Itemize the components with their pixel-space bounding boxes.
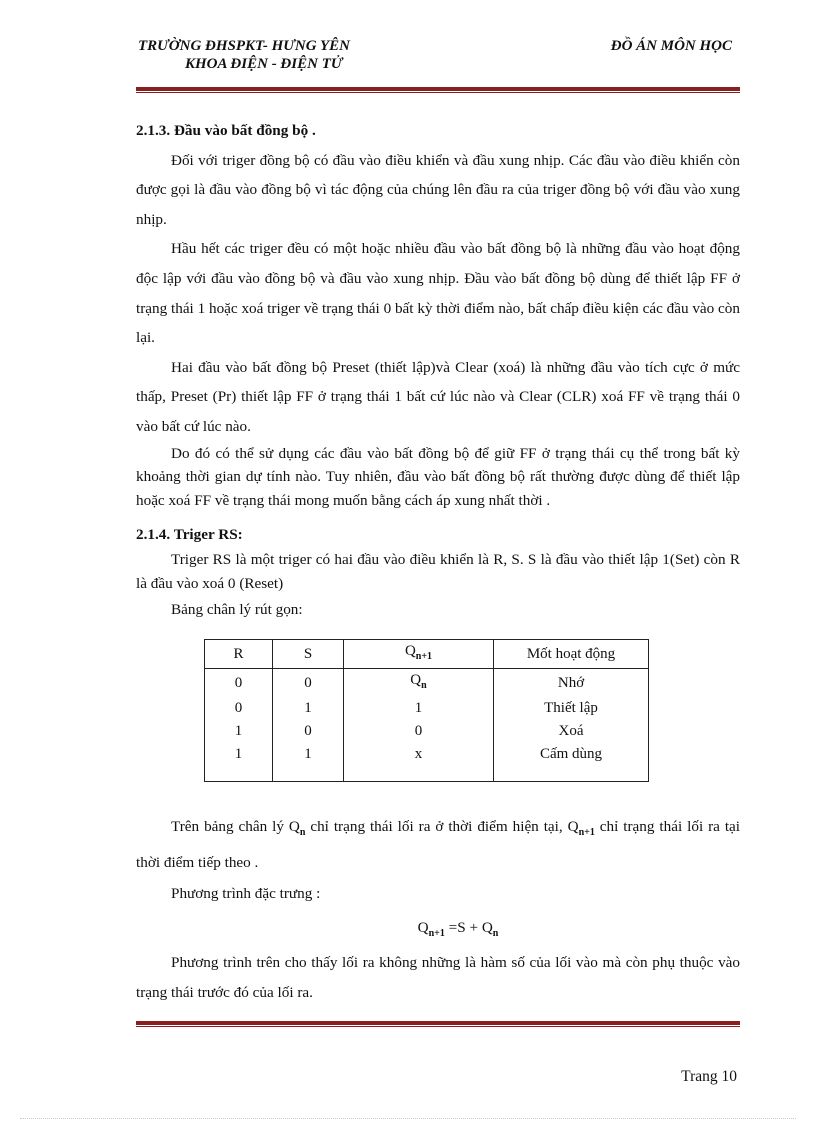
section-2-1-3-heading: 2.1.3. Đầu vào bất đồng bộ .	[136, 122, 316, 139]
faculty-name: KHOA ĐIỆN - ĐIỆN TỬ	[185, 56, 343, 72]
table-row	[205, 697, 649, 720]
equation-label: Phương trình đặc trưng :	[171, 885, 321, 903]
cell-r: 1	[205, 720, 273, 743]
header-mode: Mốt hoạt động	[494, 640, 649, 669]
cell-s: 0	[273, 720, 344, 743]
page-header	[138, 38, 738, 78]
header-rule	[136, 87, 740, 93]
cell-r: 1	[205, 743, 273, 782]
table-header-row	[205, 640, 649, 669]
page-edge-divider	[20, 1118, 796, 1119]
cell-q: $Q_n$	[344, 669, 494, 698]
cell-s: 1	[273, 743, 344, 782]
section-2-1-4-heading: 2.1.4. Triger RS:	[136, 526, 243, 544]
table-caption: Bảng chân lý rút gọn:	[171, 601, 303, 619]
header-r: R	[205, 640, 273, 669]
header-s: S	[273, 640, 344, 669]
footer-rule	[136, 1021, 740, 1027]
cell-mode: Cấm dùng	[494, 743, 649, 782]
paragraph: Phương trình trên cho thấy lối ra không những là hàm số của lối vào mà còn phụ thuộc vào trạng thái trước đó của lối ra.	[136, 954, 740, 1002]
page-body	[136, 116, 740, 1008]
cell-q: x	[344, 743, 494, 782]
table-explanation: Trên bảng chân lý $Q_n$ chỉ trạng thái lối ra ở thời điểm hiện tại, $Q_{n+1}$ chỉ trạng thái lối ra tại thời điểm tiếp theo .	[136, 818, 741, 871]
paragraph: Do đó có thể sử dụng các đầu vào bất đồng bộ để giữ FF ở trạng thái cụ thể trong bất kỳ khoảng thời gian dự tính nào. Tuy nhiên, đầu vào bất đồng bộ rất thường được dùng để thiết lập hoặc xoá FF về trạng thái mong muốn bằng cách áp xung nhất thời .	[136, 444, 740, 509]
document-type: ĐỒ ÁN MÔN HỌC	[610, 38, 732, 54]
header-q-next: $Q_{n+1}$	[344, 640, 494, 669]
cell-r: 0	[205, 697, 273, 720]
paragraph: Hai đầu vào bất đồng bộ Preset (thiết lập)và Clear (xoá) là những đầu vào tích cực ở mức thấp, Preset (Pr) thiết lập FF ở trạng thái 1 bất cứ lúc nào và Clear (CLR) xoá FF về trạng thái 0 vào bất cứ lúc nào.	[136, 358, 740, 435]
cell-q: 0	[344, 720, 494, 743]
cell-s: 0	[273, 669, 344, 698]
paragraph: Triger RS là một triger có hai đầu vào điều khiển là R, S. S là đầu vào thiết lập 1(Set) còn R là đầu vào xoá 0 (Reset)	[136, 551, 740, 592]
characteristic-equation: $Q_{n+1} =S + Q_n$	[417, 918, 499, 939]
cell-r: 0	[205, 669, 273, 698]
cell-q: 1	[344, 697, 494, 720]
table-row	[205, 743, 649, 782]
cell-mode: Nhớ	[494, 669, 649, 698]
cell-s: 1	[273, 697, 344, 720]
table-row	[205, 720, 649, 743]
paragraph: Đối với triger đồng bộ có đầu vào điều khiển và đầu xung nhịp. Các đầu vào điều khiển còn được gọi là đầu vào đồng bộ vì tác động của chúng lên đầu ra của triger đồng bộ với đầu vào xung nhịp.	[136, 151, 740, 228]
page-number: Trang 10	[681, 1068, 737, 1085]
cell-mode: Thiết lập	[494, 697, 649, 720]
paragraph: Hầu hết các triger đều có một hoặc nhiều đầu vào bất đồng bộ là những đầu vào hoạt động độc lập với đầu vào đồng bộ và đầu vào xung nhịp. Đầu vào bất đồng bộ dùng để thiết lập FF ở trạng thái 1 hoặc xoá triger về trạng thái 0 bất kỳ thời điểm nào, bất chấp điều kiện các đầu vào còn lại.	[136, 240, 740, 347]
cell-mode: Xoá	[494, 720, 649, 743]
table-row	[205, 669, 649, 698]
school-name: TRƯỜNG ĐHSPKT- HƯNG YÊN	[138, 38, 351, 54]
truth-table	[204, 639, 649, 782]
